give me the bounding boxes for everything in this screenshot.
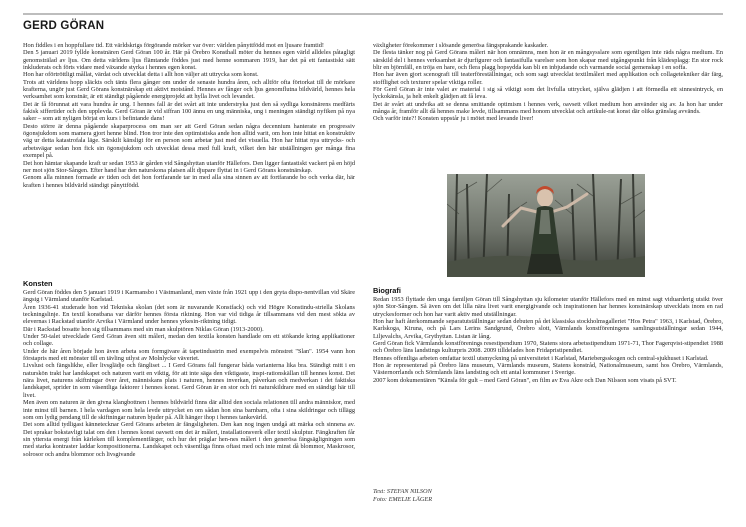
top-rule <box>23 13 723 15</box>
konsten-heading: Konsten <box>23 279 53 288</box>
konsten-paragraph: Det som alltid tydligast kännetecknar Gerd Görans arbeten är fängsligheten. Den kan nog ingen undgå att märka och sinnena av. Det sprakar bokstavligt talat om den i hennes konst oavsett om det är måleri, installationsverk eller textil skulptur. Fängkraften får sin yttersta energi från kärleken till komplementfärger, och hur det präglar hen-nes måleri i den generösa fängsägligningen som med starka kontraster laddar kompositionerna. Landskapet och väsentliga finns oftast med och inte minst då blommor, Maskrosor, solrosor och andra blommor och livsgivande <box>23 421 355 458</box>
konsten-paragraph: Åren 1936-41 studerade hon vid Tekniska skolan (det som är nuvarande Konstfack) och vid Högre Konstindu-striella Skolans teckningslinje. En textil konstbana var därför hennes första riktning. Hon var vid tidiga år tillsammans vid den mest sökta av elevernas i Rackstad utanför Arvika i Värmland under hennes yrkesin-riktning tidigt. <box>23 303 355 326</box>
text-credit: Text: STEFAN NILSON <box>373 488 432 495</box>
konsten-paragraph: Livslust och fängslikhe, eller livsglädje och fängliset ... I Gerd Görans fall fungerar båda varianterna lika bra. Ständigt mitt i en naturskön trakt har landskapet och naturen varit en viktig, för att inte säga den viktigaste, inspi-rationskällan till hennes konst. Det nära livet, naturens skiftningar över året, människans plats i naturen, hennes inverkan, påverkan och medverkan i det faktiska landskapet, sprider in som väsentliga faktorer i hennes konst. Gerd Göran är en stor och fri naturskildrare med en ständigt här till livet. <box>23 362 355 399</box>
right-paragraph: växligheter förekommer i slösande generösa fängsprakande kaskader. <box>373 42 549 49</box>
intro-paragraph: Desto större är denna pågående skaparprocess om man ser att Gerd Göran sedan några decennium hanterate en progressiv ögonsjukdom som mamera gjort henne blind. Hon tror inte den optimistiska ande hon alltid varit, om hon inte hittat en konstruktiv väg ur detta katastrofala läge. Särskilt känsligt för en person som arbetar just med det visuella. Hon har hittat nya uttrycks- och arbetsvägar sedan hon fick sin ögonsjukdom och utvecklat dessa med full kraft, vilket den här utställningen ger många fina exempel på. <box>23 122 355 160</box>
intro-paragraph: Hon har oförtröttligt mållat, värdat och utvecklat detta i allt hon väljer att uttrycka som konst. <box>23 71 259 79</box>
right-column-text <box>373 42 723 123</box>
konsten-paragraph: Gerd Göran föddes den 5 januari 1919 i Karmansbo i Västmanland, men växte från 1921 upp i den gryta dispo-nentvillan vid Skäre ängsig i Värmland utanför Karlstad. <box>23 289 355 304</box>
biografi-paragraph: Hon är representerad på Örebro läns museum, Värmlands museum, Statens konstråd, Nationalmuseum, samt hos Örebro, Värmlands, Västernorrlands och Sörmlands läns landsting och ett antal kommuner i Sverige. <box>373 362 723 377</box>
biografi-paragraph: Redan 1953 flyttade den unga familjen Göran till Sångshyttan sju kilometer utanför Hällefors med en minst sagt viduarderig utsikt över sjön Stor-Sången. Så även om det lilla nära livet varit energigivande och inspirationen har hennes konstnärskap utvecklats inom en rad utryckesformer och hon har varit aktiv med utställningar. <box>373 296 723 318</box>
photo-credit: Foto: EMELIE LÄGER <box>373 495 433 503</box>
page-title: GERD GÖRAN <box>23 20 105 32</box>
konsten-paragraph: Men även om naturen är den givna klangbottnen i hennes bildvärld finns där alltid den sociala relationen till andra människor, med inte minst till barnen. I hela vardagen som hela levde uttrycket en om sådan hon sina barnbarn, ofta i sina skildringar och tillägg som om lydig pendang till de skiftningar naturen bjuder på. Allt hänger ihop i hennes tankevärld. <box>23 399 355 421</box>
biografi-section <box>373 286 723 384</box>
biografi-paragraph: Hennes offentliga arbeten omfattar textil utsmyckning på universitetet i Karlstad, Mariebergsskogen och central-sjukhuset i Karlstad. <box>373 354 709 362</box>
biografi-paragraph: Gerd Göran fick Värmlands konstförenings resestipendium 1970, Statens stora arbetsstipendium 1971-71, Thor Fagerqvist-stipendiet 1988 och Örebro läns landstings kulturpris 2008. 2009 tilldelades hon Fridapristipendiet. <box>373 340 723 355</box>
biografi-paragraph: Hon har haft återkommande separatutställningar sedan debuten på det klassiska stockholmsgalleriet "Hos Petra" 1963, i Karlstad, Örebro, Karlskoga, Kiruna, och på Lars Lerins Sandgrund, Örebro slott, Värmlands konstföreningens samlingsutställningar sedan 1944, Liljevalchs, Arvika, Grythyttan. Listan är lång. <box>373 318 723 340</box>
credits <box>373 488 432 503</box>
right-paragraph: För Gerd Göran är inte valet av material i sig så viktigt som det livfulla uttrycket, själva glädjen i att förmedla ett sinnesintryck, en lyckokänsla, ja helt enkelt glädjen att få leva. <box>373 86 723 101</box>
biografi-paragraph: 2007 kom dokumentären "Känsla för gult – med Gerd Göran", en film av Eva Akre och Dan Nilsson som visats på SVT. <box>373 376 677 384</box>
intro-paragraph: Den 5 januari 2019 fyllde konstnären Gerd Göran 100 år. Här på Örebro Konsthall möter du hennes egen värld alldeles påtagligt genomsträlad av ljus. Om detta världens ljus flämtande föddes just med henne sommaren 1919, har det på ett fantastiskt sätt inkluderats och förts vidare med växande styrka i hennes egen konst. <box>23 49 355 72</box>
right-paragraph: De flesta tänker nog på Gerd Görans måleri när hon omnämns, men hon är en mångsysslare som egentligen inte räds några medium. En särskild del i hennes verksamhet är djurfigurer och fantasifulla varelser som hon skapar med utgångspunkt från klädesplagg: En stor rock blir en björnfäll, en tröja en hare, och flera plagg hopsydda kan bli en inbjudande och varmande social gemenskap i en soffa. <box>373 49 723 72</box>
intro-paragraph: Det hon hämtar skapande kraft ur sedan 1953 är gården vid Sångshyttan utanför Hällefors. Den ligger fantastiskt vackert på en höjd ner mot sjön Stor-Sången. Efter hand har den naturskona platsen allt djupare flyttat in i Gerd Görans konstnärskap. <box>23 159 355 174</box>
right-paragraph: Det är svårt att undvika att se denna smittande optimism i hennes verk, oavsett vilket medium hon använder sig av. Ja hon har under många år, framför allt då hennes make levde, tillsammans med honom utvecklat och artikule-rat konst där olika gränslag avvänds. <box>373 100 723 116</box>
right-paragraph: Och varför inte?! Konsten uppstår ju i mötet med levande liver! <box>373 115 534 123</box>
portrait-photo <box>447 174 645 277</box>
konsten-paragraph: Under de här åren började hon även arbeta som formgivare åt tapetindustrin med exempelvis mönstret "Slan". 1954 vann hon förstapris med ett mönster till en tävling utlyst av Molnlycke väveriet. <box>23 347 355 363</box>
portrait-photo-icon <box>447 174 645 277</box>
intro-paragraph: Hon fiddles i en hoppfullare tid. Ett världskrigs förgörande mörker var över: världen pånyttfödd mot en ljusare framtid! <box>23 42 324 49</box>
right-paragraph: Hon har även gjort scenografi till teaterföreställningar, och som sagt utvecklat textilmåleri med applikation och collagetekniker där färg, stofflighet och texturer spelar viktiga roller. <box>373 71 723 86</box>
intro-column <box>23 42 355 189</box>
biografi-heading: Biografi <box>373 286 401 295</box>
intro-paragraph: Genom alla minnen formade av tiden och det hon fortfarande tar in med alla sina sinnen av att fortfarande bo och verka där, här kraften i hennes bildvärld ständigt pånyttfödd. <box>23 174 355 189</box>
intro-paragraph: Det är få förunnat att vara hundra år ung. I hennes fall är det svårt att inte understryka just den så sydliga konstnärens medfärts fakisk siffertider och den upplevda. Gerd Göran är vid siffran 100 ännu en ung människa, ung i meningen ständigt nyfiken på nya saker – som att nyligen börjat en kurs i befintande dans! <box>23 100 355 123</box>
konsten-paragraph: Under 50-talet utvecklade Gerd Göran även sitt måleri, medan den textila konsten handlade om ett stökande kring applikationer och collage. <box>23 333 355 348</box>
konsten-paragraph: Där i Rackstad bosatte hon sig tillsammans med sin man skulptören Niklas Göran (1913-2000). <box>23 325 264 333</box>
intro-paragraph: Trots att världens hopp släckts och tänts flera gånger om under de senaste hundra åren, och alltför ofta förtorkat till de mörkare krafterna, ungör just Gerd Görans konstnärskap ett aktivt motstånd. Hennes av fånger och ljus genomflutna bildvärld, hennes hela verksamhet som konstnär, är ett ständigt pågående energiprojekt att hylla livet och levandet. <box>23 78 355 101</box>
konsten-section <box>23 279 355 458</box>
